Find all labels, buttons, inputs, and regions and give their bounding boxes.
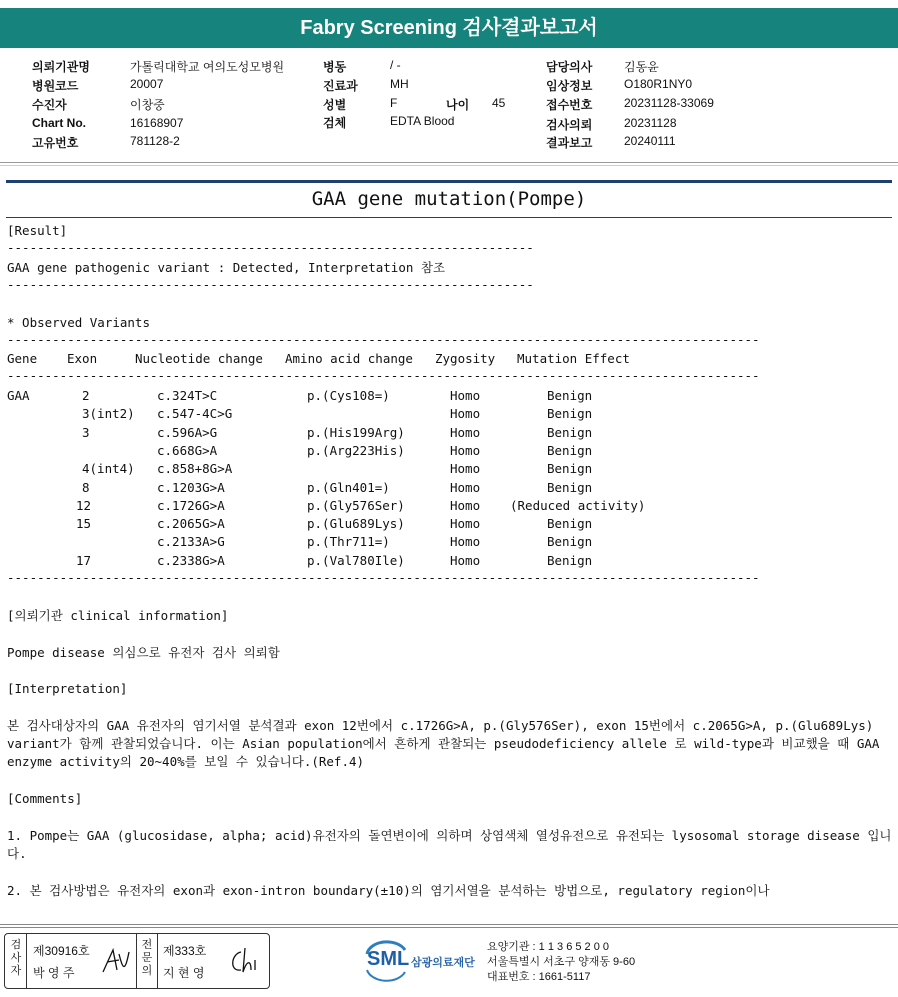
report-title-banner	[0, 8, 898, 48]
patient-info-block	[0, 56, 898, 156]
variant-amino: p.(Thr711=)	[307, 534, 390, 550]
variant-nucleotide: c.2065G>A	[157, 516, 225, 532]
comment-1: 1. Pompe는 GAA (glucosidase, alpha; acid)유전자의 돌연변이에 의하며 상염색체 열성유전으로 유전되는 lysosomal storage disease 입니다.	[7, 828, 892, 861]
interpretation-text: 본 검사대상자의 GAA 유전자의 염기서열 분석결과 exon 12번에서 c.1726G>A, p.(Gly576Ser), exon 15번에서 c.2065G>A, p.(Glu689Lys) variant가 함께 관찰되었습니다. 이는 Asian population에서 흔하게 관찰되는 pseudodeficiency allele 로 wild-type과 비교했을 때 GAA enzyme activity의 20~40%를 보일 수 있습니다.(Ref.4)	[7, 718, 880, 769]
variant-effect: Benign	[547, 516, 593, 532]
divider	[157, 934, 158, 988]
dash-rule: ----------------------------------------------------------------------------------------------------	[7, 570, 760, 585]
divider	[26, 934, 27, 988]
info-ward: 병동	[323, 60, 347, 74]
column-header-zygosity: Zygosity	[435, 351, 496, 366]
test-title-bar	[6, 180, 892, 218]
org-address: 서울특별시 서초구 양재동 9-60	[487, 956, 636, 968]
info-specimen-value: EDTA Blood	[390, 114, 455, 128]
info-chart-no: Chart No.	[32, 116, 86, 130]
column-header-exon: Exon	[67, 351, 98, 366]
divider	[0, 927, 898, 928]
variant-exon: 8	[82, 479, 90, 495]
variant-zygosity: Homo	[450, 516, 481, 532]
variant-exon: 3(int2)	[82, 406, 135, 422]
clinical-text: Pompe disease 의심으로 유전자 검사 의뢰함	[7, 645, 280, 660]
info-age: 나이	[446, 98, 470, 112]
info-request-date-value: 20231128	[624, 116, 677, 130]
interpretation-header: [Interpretation]	[7, 681, 128, 696]
info-department-value: MH	[390, 77, 409, 91]
variant-effect: (Reduced activity)	[510, 497, 646, 513]
variant-amino: p.(His199Arg)	[307, 424, 405, 440]
variant-nucleotide: c.596A>G	[157, 424, 218, 440]
variant-zygosity: Homo	[450, 479, 481, 495]
variant-exon: 17	[76, 552, 92, 568]
variant-effect: Benign	[547, 424, 593, 440]
variant-amino: p.(Glu689Lys)	[307, 516, 405, 532]
variant-amino: p.(Gln401=)	[307, 479, 390, 495]
info-ward-value: / -	[390, 58, 401, 72]
org-name: 삼광의료재단	[411, 957, 475, 969]
variant-effect: Benign	[547, 479, 593, 495]
info-request-date: 검사의뢰	[546, 118, 593, 132]
variant-effect: Benign	[547, 442, 593, 458]
variant-effect: Benign	[547, 534, 593, 550]
variant-effect: Benign	[547, 461, 593, 477]
info-unique-no: 고유번호	[32, 136, 79, 150]
info-doctor: 담당의사	[546, 60, 593, 74]
dash-rule: ----------------------------------------------------------------------	[7, 240, 534, 255]
info-institution-value: 가톨릭대학교 여의도성모병원	[130, 60, 285, 74]
variant-exon: 2	[82, 388, 90, 403]
clinical-header: [의뢰기관 clinical information]	[7, 608, 229, 623]
variant-exon: 4(int4)	[82, 461, 135, 477]
lab-info	[487, 940, 635, 985]
comments-header: [Comments]	[7, 791, 83, 806]
logo-text: SML	[367, 948, 410, 970]
variant-nucleotide: c.2338G>A	[157, 552, 225, 568]
variant-nucleotide: c.547-4C>G	[157, 406, 233, 422]
observed-header: * Observed Variants	[7, 315, 150, 330]
tester-name: 박 영 주	[33, 966, 75, 980]
info-chart-no-value: 16168907	[130, 116, 184, 130]
info-clinical: 임상정보	[546, 79, 593, 93]
divider	[0, 165, 898, 166]
info-sex-value: F	[390, 96, 398, 110]
variant-nucleotide: c.858+8G>A	[157, 461, 233, 477]
divider	[0, 924, 898, 925]
result-header: [Result]	[7, 223, 68, 238]
column-header-nucleotide: Nucleotide change	[135, 351, 263, 366]
sml-logo	[365, 940, 485, 980]
variant-zygosity: Homo	[450, 388, 481, 403]
variant-amino: p.(Val780Ile)	[307, 552, 405, 568]
info-report-date: 결과보고	[546, 136, 593, 150]
tester-id: 제30916호	[33, 944, 90, 958]
variant-amino: p.(Arg223His)	[307, 442, 405, 458]
result-line: GAA gene pathogenic variant : Detected, Interpretation 참조	[7, 260, 446, 275]
test-title: GAA gene mutation(Pompe)	[311, 188, 587, 210]
info-accession: 접수번호	[546, 98, 593, 112]
variant-zygosity: Homo	[450, 424, 481, 440]
variant-zygosity: Homo	[450, 442, 481, 458]
column-header-gene: Gene	[7, 351, 38, 366]
variant-zygosity: Homo	[450, 406, 481, 422]
column-header-amino: Amino acid change	[285, 351, 413, 366]
variant-effect: Benign	[547, 406, 593, 422]
dash-rule: ----------------------------------------------------------------------------------------------------	[7, 368, 760, 383]
variant-nucleotide: c.668G>A	[157, 442, 218, 458]
variant-nucleotide: c.324T>C	[157, 388, 218, 403]
info-specimen: 검체	[323, 116, 347, 130]
info-hospital-code-value: 20007	[130, 77, 164, 91]
info-unique-no-value: 781128-2	[130, 134, 180, 148]
variant-gene: GAA	[7, 388, 30, 403]
info-doctor-value: 김동윤	[624, 60, 659, 74]
org-phone: 대표번호 : 1661-5117	[487, 971, 591, 983]
divider	[136, 934, 137, 988]
variant-exon: 12	[76, 497, 92, 513]
specialist-name: 지 현 영	[163, 966, 205, 980]
variant-zygosity: Homo	[450, 497, 481, 513]
tester-signature	[99, 944, 133, 978]
dash-rule: ----------------------------------------------------------------------	[7, 277, 534, 292]
variant-nucleotide: c.2133A>G	[157, 534, 225, 550]
variant-zygosity: Homo	[450, 534, 481, 550]
variant-zygosity: Homo	[450, 552, 481, 568]
variant-exon: 3	[82, 424, 90, 440]
divider	[0, 162, 898, 163]
info-institution: 의뢰기관명	[32, 60, 90, 74]
specialist-signature	[227, 944, 263, 978]
report-title: Fabry Screening 검사결과보고서	[300, 17, 598, 39]
specialist-id: 제333호	[163, 944, 207, 958]
org-code: 요양기관 : 1 1 3 6 5 2 0 0	[487, 941, 610, 953]
variant-exon: 15	[76, 516, 92, 532]
comment-2: 2. 본 검사방법은 유전자의 exon과 exon-intron boundary(±10)의 염기서열을 분석하는 방법으로, regulatory region이나	[7, 883, 770, 898]
info-patient: 수진자	[32, 98, 67, 112]
info-sex: 성별	[323, 98, 347, 112]
variant-amino: p.(Gly576Ser)	[307, 497, 405, 513]
variant-nucleotide: c.1203G>A	[157, 479, 225, 495]
variant-effect: Benign	[547, 552, 593, 568]
info-accession-value: 20231128-33069	[624, 96, 714, 110]
signature-box	[4, 933, 270, 989]
variant-effect: Benign	[547, 388, 593, 403]
specialist-label: 전 문 의	[141, 939, 153, 977]
info-hospital-code: 병원코드	[32, 79, 79, 93]
info-clinical-value: O180R1NY0	[624, 77, 693, 91]
info-report-date-value: 20240111	[624, 134, 676, 148]
variant-nucleotide: c.1726G>A	[157, 497, 225, 513]
info-department: 진료과	[323, 79, 358, 93]
tester-label: 검 사 자	[10, 939, 22, 977]
dash-rule: ----------------------------------------------------------------------------------------------------	[7, 332, 760, 347]
variant-zygosity: Homo	[450, 461, 481, 477]
column-header-effect: Mutation Effect	[517, 351, 630, 366]
variant-amino: p.(Cys108=)	[307, 388, 390, 403]
info-age-value: 45	[492, 96, 506, 110]
info-patient-value: 이창중	[130, 98, 165, 112]
